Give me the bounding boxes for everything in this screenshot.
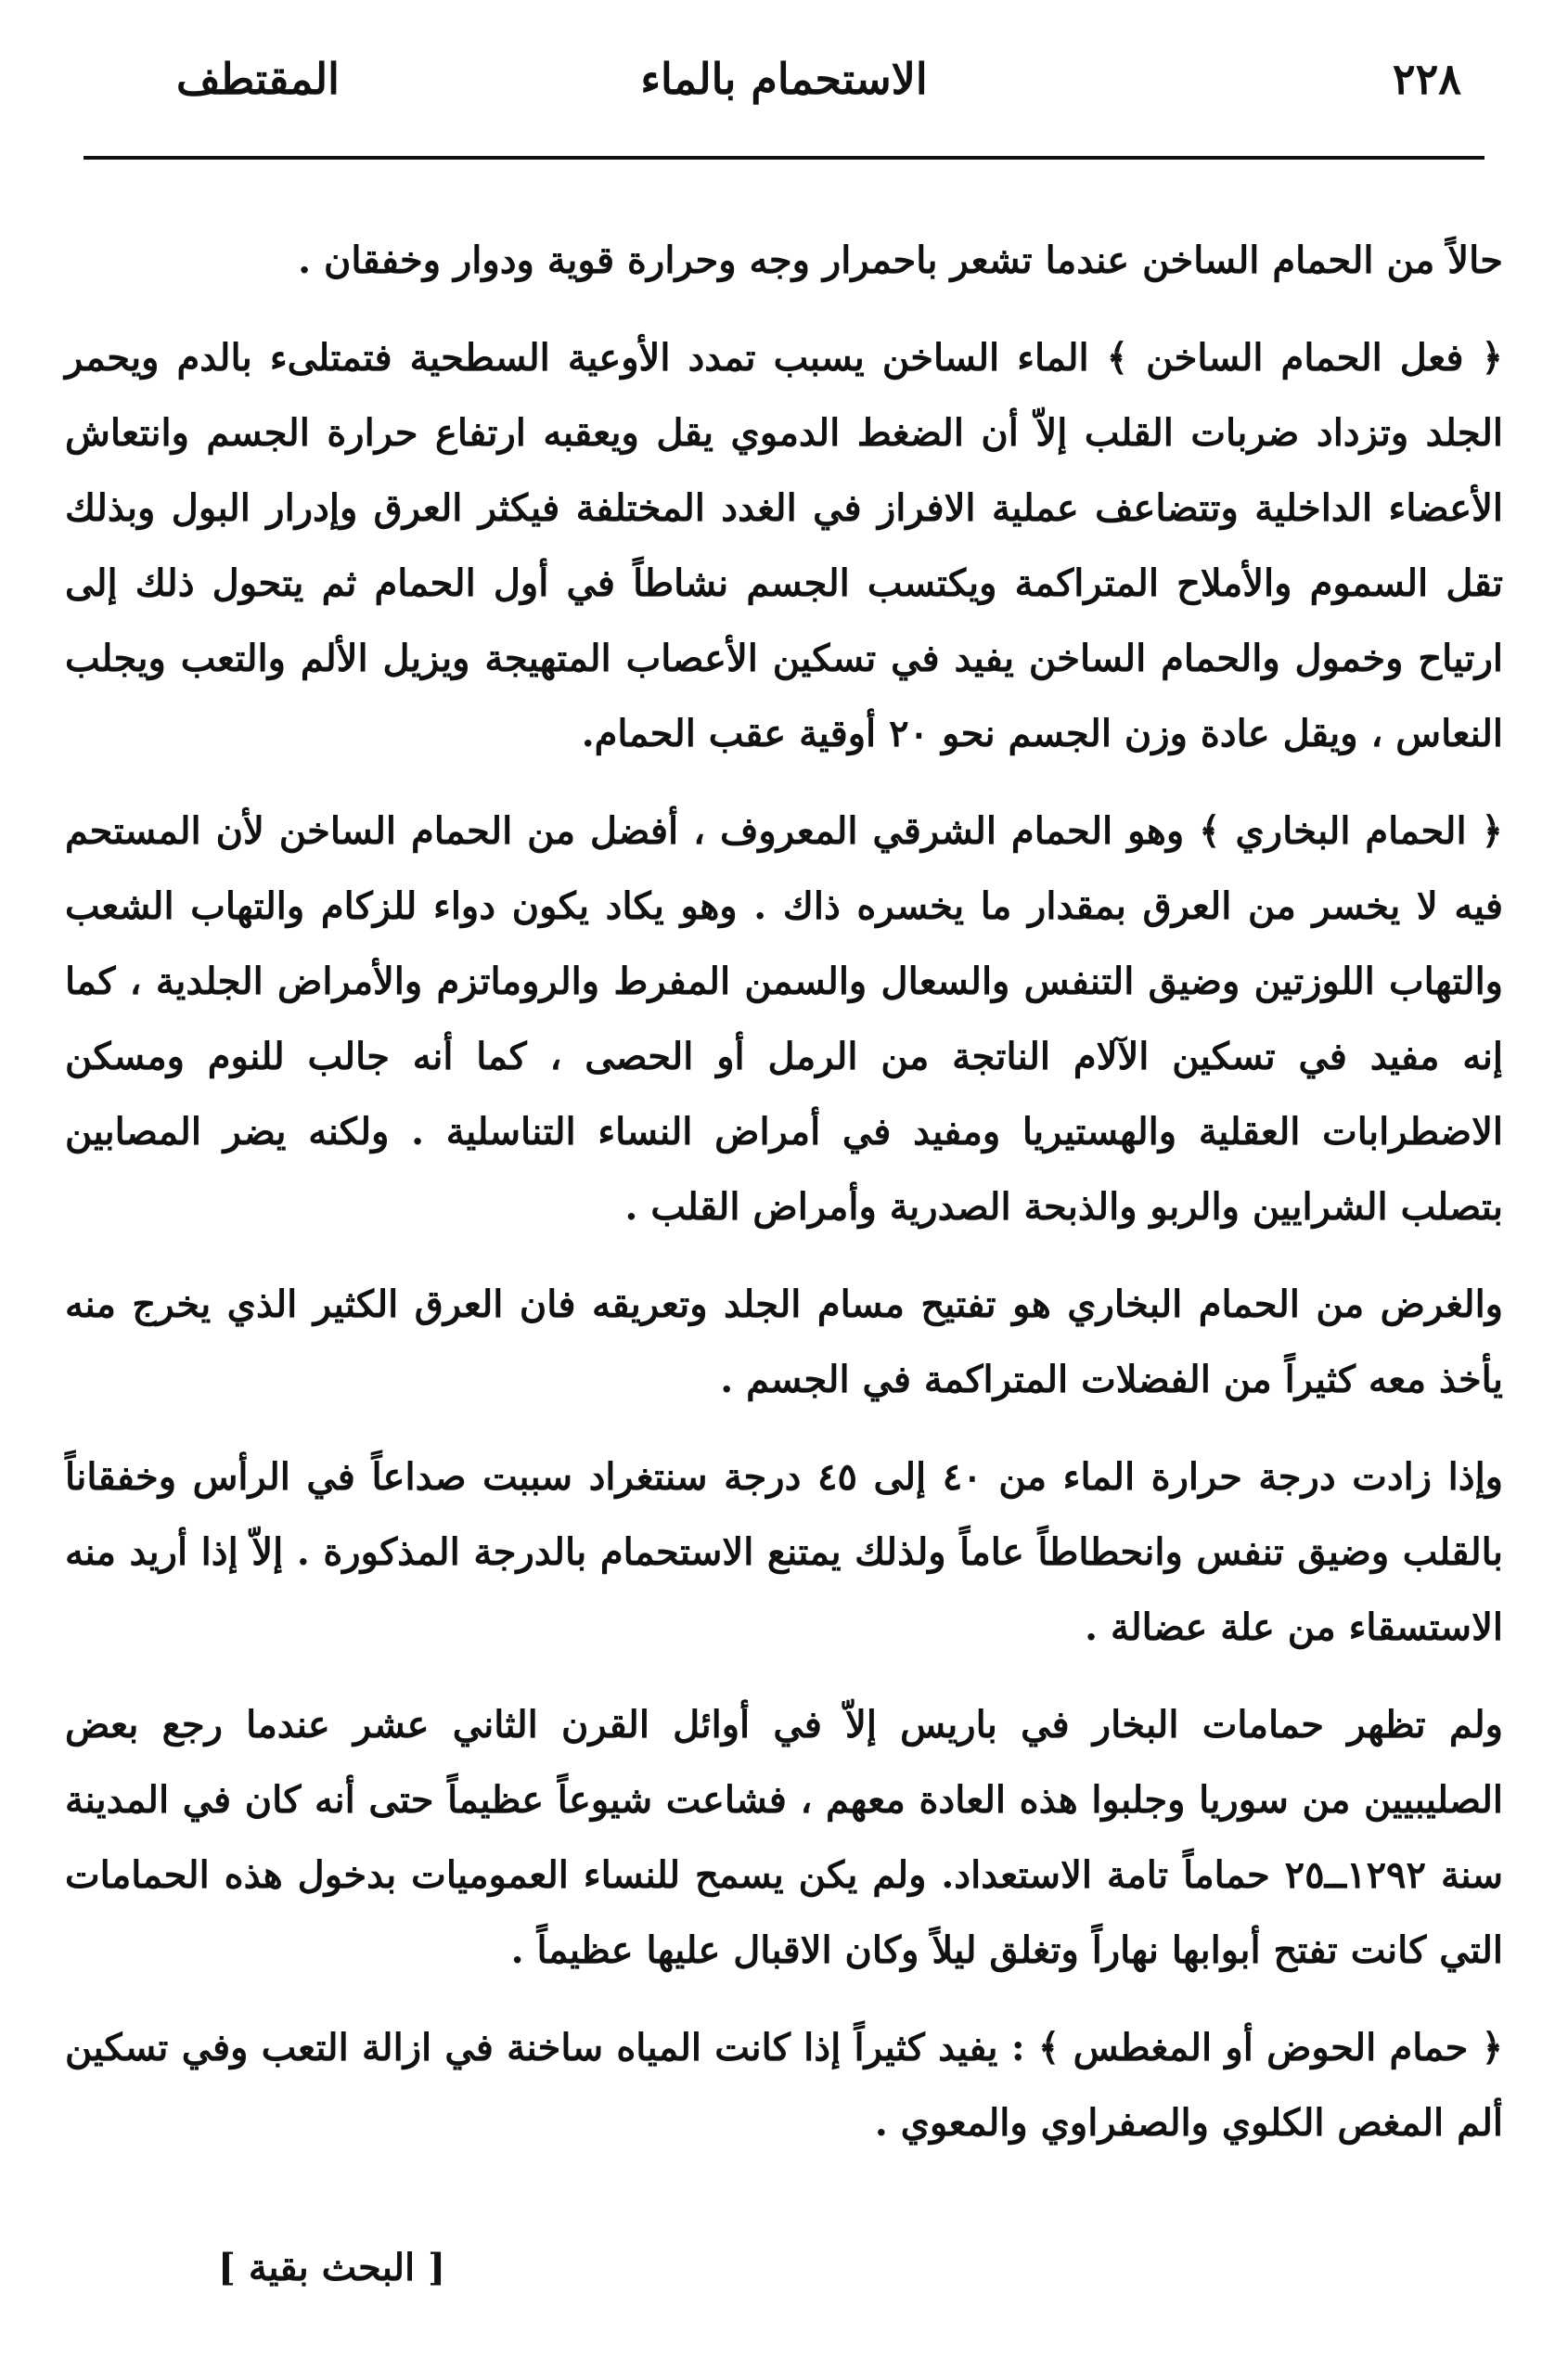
paragraph-5: وإذا زادت درجة حرارة الماء من ٤٠ إلى ٤٥ درجة سنتغراد سببت صداعاً في الرأس وخفقاناً بالقلب وضيق تنفس وانحطاطاً عاماً ولذلك يمتنع الاستحمام بالدرجة المذكورة . إلاّ إذا أريد منه الاستسقاء من علة عضالة . (65, 1455, 1503, 1649)
paragraph-2: ﴿ فعل الحمام الساخن ﴾ الماء الساخن يسبب تمدد الأوعية السطحية فتمتلىء بالدم ويحمر الجلد وتزداد ضربات القلب إلاّ أن الضغط الدموي يقل ويعقبه ارتفاع حرارة الجسم وانتعاش الأعضاء الداخلية وتتضاعف عملية الافراز في الغدد المختلفة فيكثر العرق وإدرار البول وبذلك تقل السموم والأملاح المتراكمة ويكتسب الجسم نشاطاً في أول الحمام ثم يتحول ذلك إلى ارتياح وخمول والحمام الساخن يفيد في تسكين الأعصاب المتهيجة ويزيل الألم والتعب ويجلب النعاس ، ويقل عادة وزن الجسم نحو ٢٠ أوقية عقب الحمام. (65, 336, 1503, 755)
page-number: ٢٢٨ (1392, 54, 1461, 104)
continued-note: [ البحث بقية ] (218, 2246, 445, 2289)
article-body (65, 223, 1503, 2183)
document-page (65, 37, 1503, 2339)
running-title: الاستحمام بالماء (640, 54, 928, 104)
paragraph-3: ﴿ الحمام البخاري ﴾ وهو الحمام الشرقي المعروف ، أفضل من الحمام الساخن لأن المستحم فيه لا يخسر من العرق بمقدار ما يخسره ذاك . وهو يكاد يكون دواء للزكام والتهاب الشعب والتهاب اللوزتين وضيق التنفس والسعال والسمن المفرط والروماتزم والأمراض الجلدية ، كما إنه مفيد في تسكين الآلام الناتجة من الرمل أو الحصى ، كما أنه جالب للنوم ومسكن الاضطرابات العقلية والهستيريا ومفيد في أمراض النساء التناسلية . ولكنه يضر المصابين بتصلب الشرايين والربو والذبحة الصدرية وأمراض القلب . (65, 809, 1503, 1229)
header-rule (84, 156, 1484, 160)
journal-name: المقتطف (176, 54, 340, 104)
paragraph-6: ولم تظهر حمامات البخار في باريس إلاّ في أوائل القرن الثاني عشر عندما رجع بعض الصليبيين من سوريا وجلبوا هذه العادة معهم ، فشاعت شيوعاً عظيماً حتى أنه كان في المدينة سنة ١٢٩٢ــ٢٥ حماماً تامة الاستعداد. ولم يكن يسمح للنساء العموميات بدخول هذه الحمامات التي كانت تفتح أبوابها نهاراً وتغلق ليلاً وكان الاقبال عليها عظيماً . (65, 1703, 1503, 1972)
paragraph-1: حالاً من الحمام الساخن عندما تشعر باحمرار وجه وحرارة قوية ودوار وخفقان . (298, 238, 1503, 282)
paragraph-7: ﴿ حمام الحوض أو المغطس ﴾ : يفيد كثيراً إذا كانت المياه ساخنة في ازالة التعب وفي تسكين ألم المغص الكلوي والصفراوي والمعوي . (65, 2026, 1504, 2145)
page-header (65, 37, 1503, 111)
paragraph-4: والغرض من الحمام البخاري هو تفتيح مسام الجلد وتعريقه فان العرق الكثير الذي يخرج منه يأخذ معه كثيراً من الفضلات المتراكمة في الجسم . (65, 1283, 1503, 1401)
